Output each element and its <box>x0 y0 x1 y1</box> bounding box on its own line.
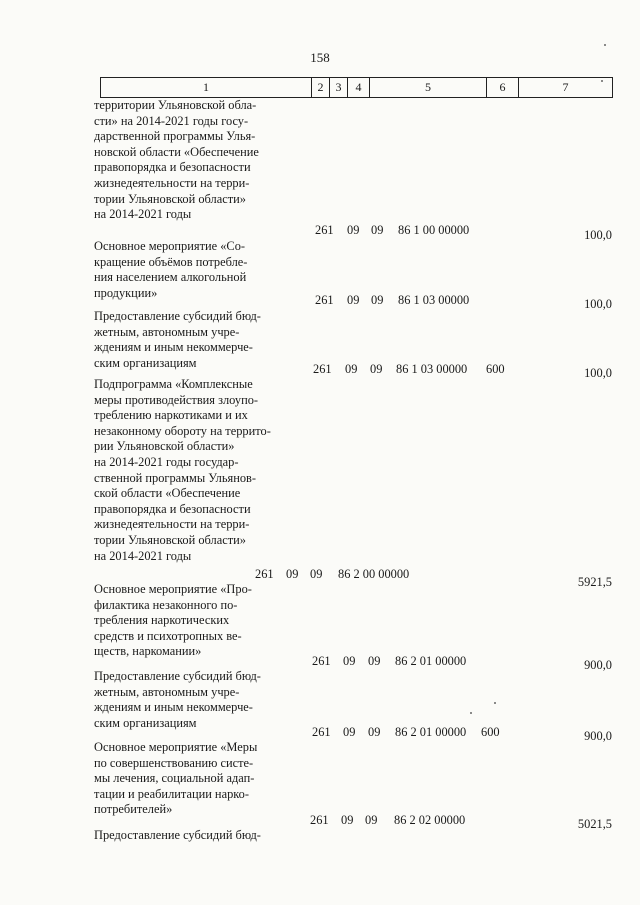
scan-speck <box>494 702 496 704</box>
code-expense-type: 600 <box>481 725 500 739</box>
row-description: Предоставление субсидий бюд- жетным, автономным учре- ждениям и иным некоммерче- ским организациям <box>94 309 261 370</box>
code-chapter: 261 <box>312 725 331 739</box>
row-amount: 5021,5 <box>577 817 612 831</box>
code-subsection: 09 <box>371 223 384 237</box>
code-section: 09 <box>286 567 299 581</box>
code-section: 09 <box>347 223 360 237</box>
code-target-article: 86 2 02 00000 <box>394 813 466 827</box>
row-amount: 100,0 <box>584 297 612 311</box>
code-target-article: 86 1 00 00000 <box>398 223 470 237</box>
code-section: 09 <box>343 654 356 668</box>
row-amount: 5921,5 <box>577 575 612 589</box>
row-amount: 100,0 <box>584 228 612 242</box>
code-chapter: 261 <box>315 223 334 237</box>
code-chapter: 261 <box>315 293 334 307</box>
code-target-article: 86 1 03 00000 <box>398 293 470 307</box>
row-description: Предоставление субсидий бюд- жетным, автономным учре- ждениям и иным некоммерче- ским организациям <box>94 669 261 730</box>
code-target-article: 86 2 01 00000 <box>395 654 467 668</box>
code-section: 09 <box>341 813 354 827</box>
row-description: территории Ульяновской обла- сти» на 2014-2021 годы госу- дарственной программы Улья- новской области «Обеспечение правопорядка и безопасности жизнедеятельности на терри- тории Ульяновской области» на 2014-2021 годы <box>94 98 259 222</box>
row-description: Основное мероприятие «Про- филактика незаконного по- требления наркотических средств и психотропных ве- ществ, наркомании» <box>94 582 252 659</box>
column-header-3: 3 <box>330 78 348 98</box>
scan-speck <box>604 44 606 46</box>
row-description: Предоставление субсидий бюд- <box>94 828 261 842</box>
code-subsection: 09 <box>371 293 384 307</box>
code-target-article: 86 2 00 00000 <box>338 567 410 581</box>
column-header-1: 1 <box>101 78 312 98</box>
code-chapter: 261 <box>255 567 274 581</box>
code-expense-type: 600 <box>486 362 505 376</box>
code-section: 09 <box>345 362 358 376</box>
code-subsection: 09 <box>368 725 381 739</box>
code-subsection: 09 <box>365 813 378 827</box>
column-header-4: 4 <box>348 78 370 98</box>
scan-speck <box>470 712 472 714</box>
code-target-article: 86 1 03 00000 <box>396 362 468 376</box>
row-description: Основное мероприятие «Со- кращение объёмов потребле- ния населением алкогольной продукции» <box>94 239 248 300</box>
row-amount: 900,0 <box>584 658 612 672</box>
row-description: Основное мероприятие «Меры по совершенствованию систе- мы лечения, социальной адап- тации и реабилитации нарко- потребителей» <box>94 740 258 817</box>
row-amount: 900,0 <box>584 729 612 743</box>
row-amount: 100,0 <box>584 366 612 380</box>
code-subsection: 09 <box>368 654 381 668</box>
code-chapter: 261 <box>312 654 331 668</box>
code-section: 09 <box>347 293 360 307</box>
code-target-article: 86 2 01 00000 <box>395 725 467 739</box>
code-subsection: 09 <box>310 567 323 581</box>
column-header-7: 7 <box>519 78 613 98</box>
code-section: 09 <box>343 725 356 739</box>
column-header-table <box>100 77 613 98</box>
row-description: Подпрограмма «Комплексные меры противодействия злоупо- треблению наркотиками и их незаконному обороту на террито- рии Ульяновской области» на 2014-2021 годы государ- ственной программы Ульянов- ской области «Обеспечение правопорядка и безопасности жизнедеятельности на терри- тории Ульяновской области» на 2014-2021 годы <box>94 377 271 563</box>
page-number: 158 <box>310 50 330 65</box>
code-subsection: 09 <box>370 362 383 376</box>
column-header-5: 5 <box>370 78 487 98</box>
code-chapter: 261 <box>310 813 329 827</box>
column-header-6: 6 <box>487 78 519 98</box>
column-header-2: 2 <box>312 78 330 98</box>
code-chapter: 261 <box>313 362 332 376</box>
scan-speck <box>601 80 603 82</box>
